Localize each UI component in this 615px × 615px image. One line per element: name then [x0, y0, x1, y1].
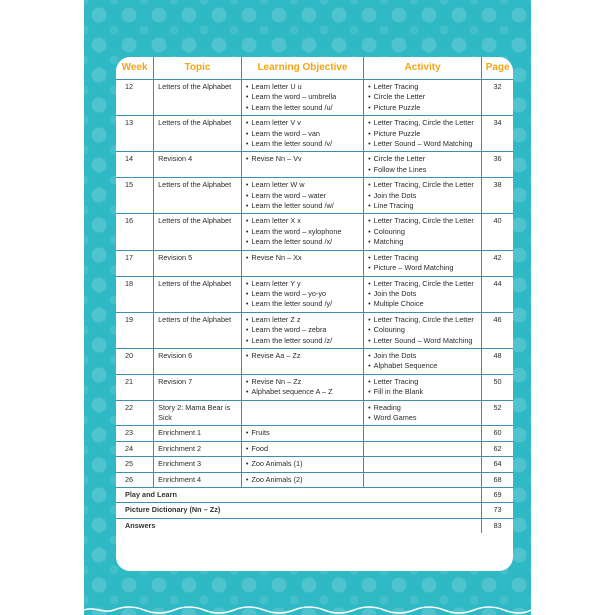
activity-list	[368, 118, 477, 149]
objective-cell	[241, 400, 363, 426]
activity-item: • Multiple Choice	[368, 299, 477, 309]
objective-list	[246, 216, 359, 247]
activity-list	[368, 315, 477, 346]
activity-item: • Alphabet Sequence	[368, 361, 477, 371]
table-row	[116, 441, 513, 456]
activity-item: • Letter Tracing	[368, 253, 477, 263]
objective-item: • Revise Nn – Zz	[246, 377, 359, 387]
activity-cell	[364, 80, 482, 116]
extra-section-row	[116, 503, 513, 518]
activity-cell	[364, 472, 482, 487]
objective-cell	[241, 152, 363, 178]
week-cell: 14	[116, 152, 154, 178]
objective-cell	[241, 250, 363, 276]
objective-cell	[241, 374, 363, 400]
objective-item: • Learn letter W w	[246, 180, 359, 190]
objective-item: • Zoo Animals (1)	[246, 459, 359, 469]
activity-item: • Reading	[368, 403, 477, 413]
page-number-cell: 83	[493, 520, 502, 530]
objective-item: • Learn the letter sound /w/	[246, 201, 359, 211]
topic-cell: Enrichment 3	[154, 457, 242, 472]
table-row	[116, 348, 513, 374]
objective-item: • Learn the letter sound /v/	[246, 139, 359, 149]
objective-item: • Learn the word – yo-yo	[246, 289, 359, 299]
activity-item: • Join the Dots	[368, 289, 477, 299]
table-row	[116, 457, 513, 472]
activity-list	[368, 253, 477, 274]
activity-cell	[364, 152, 482, 178]
objective-list	[246, 351, 359, 361]
activity-list	[368, 279, 477, 310]
header-activity: Activity	[364, 57, 482, 80]
topic-cell: Letters of the Alphabet	[154, 312, 242, 348]
objective-item: • Zoo Animals (2)	[246, 475, 359, 485]
page-number-cell: 68	[482, 472, 513, 487]
objective-list	[246, 377, 359, 398]
objective-item: • Learn the letter sound /x/	[246, 237, 359, 247]
header-page: Page	[482, 57, 513, 80]
week-cell: 17	[116, 250, 154, 276]
activity-item: • Join the Dots	[368, 191, 477, 201]
objective-list	[246, 279, 359, 310]
activity-list	[368, 377, 477, 398]
week-cell: 12	[116, 80, 154, 116]
table-row	[116, 152, 513, 178]
section-label: Answers	[116, 518, 482, 533]
table-header-row	[116, 57, 513, 80]
activity-item: • Join the Dots	[368, 351, 477, 361]
activity-item: • Letter Tracing, Circle the Letter	[368, 216, 477, 226]
topic-cell: Enrichment 2	[154, 441, 242, 456]
objective-list	[246, 154, 359, 164]
objective-item: • Learn letter Y y	[246, 279, 359, 289]
objective-cell	[241, 457, 363, 472]
page-number-cell: 42	[482, 250, 513, 276]
section-label: Picture Dictionary (Nn – Zz)	[116, 503, 482, 518]
activity-item: • Picture Puzzle	[368, 103, 477, 113]
activity-item: • Fill in the Blank	[368, 387, 477, 397]
activity-item: • Letter Sound – Word Matching	[368, 336, 477, 346]
page-number-cell: 50	[482, 374, 513, 400]
extra-section-row	[116, 488, 513, 503]
table-row	[116, 374, 513, 400]
objective-list	[246, 315, 359, 346]
objective-item: • Revise Nn – Xx	[246, 253, 359, 263]
activity-item: • Word Games	[368, 413, 477, 423]
activity-cell	[364, 374, 482, 400]
page-number-cell: 36	[482, 152, 513, 178]
header-topic: Topic	[154, 57, 242, 80]
activity-cell	[364, 116, 482, 152]
table-body	[116, 80, 513, 534]
activity-item: • Letter Tracing, Circle the Letter	[368, 315, 477, 325]
objective-list	[246, 444, 359, 454]
activity-cell	[364, 441, 482, 456]
page-number-cell: 64	[482, 457, 513, 472]
page-number-cell: 46	[482, 312, 513, 348]
topic-cell: Letters of the Alphabet	[154, 214, 242, 250]
objective-list	[246, 180, 359, 211]
activity-item: • Circle the Letter	[368, 92, 477, 102]
page-number-cell: 62	[482, 441, 513, 456]
activity-item: • Follow the Lines	[368, 165, 477, 175]
page-number-cell: 52	[482, 400, 513, 426]
activity-cell	[364, 312, 482, 348]
activity-list	[368, 154, 477, 175]
bottom-squiggle-decoration	[84, 601, 531, 615]
activity-item: • Picture – Word Matching	[368, 263, 477, 273]
objective-item: • Revise Nn – Vv	[246, 154, 359, 164]
topic-cell: Enrichment 1	[154, 426, 242, 441]
section-label: Play and Learn	[116, 488, 482, 503]
page-number-cell: 48	[482, 348, 513, 374]
topic-cell: Revision 6	[154, 348, 242, 374]
topic-cell: Letters of the Alphabet	[154, 116, 242, 152]
table-row	[116, 116, 513, 152]
week-cell: 22	[116, 400, 154, 426]
table-row	[116, 250, 513, 276]
objective-item: • Learn letter Z z	[246, 315, 359, 325]
objective-cell	[241, 426, 363, 441]
page-number-cell: 40	[482, 214, 513, 250]
activity-cell	[364, 348, 482, 374]
activity-cell	[364, 276, 482, 312]
week-cell: 15	[116, 178, 154, 214]
objective-item: • Learn letter V v	[246, 118, 359, 128]
objective-cell	[241, 348, 363, 374]
objective-item: • Learn the letter sound /z/	[246, 336, 359, 346]
contents-card	[116, 57, 513, 571]
activity-cell	[364, 457, 482, 472]
objective-item: • Learn the word – van	[246, 129, 359, 139]
objective-cell	[241, 441, 363, 456]
objective-cell	[241, 276, 363, 312]
activity-item: • Colouring	[368, 325, 477, 335]
week-cell: 21	[116, 374, 154, 400]
objective-list	[246, 475, 359, 485]
activity-item: • Letter Tracing	[368, 377, 477, 387]
week-cell: 16	[116, 214, 154, 250]
objective-list	[246, 82, 359, 113]
topic-cell: Letters of the Alphabet	[154, 178, 242, 214]
header-week: Week	[116, 57, 154, 80]
topic-cell: Revision 7	[154, 374, 242, 400]
objective-cell	[241, 214, 363, 250]
week-cell: 19	[116, 312, 154, 348]
objective-cell	[241, 178, 363, 214]
activity-list	[368, 403, 477, 424]
table-row	[116, 178, 513, 214]
objective-cell	[241, 472, 363, 487]
activity-list	[368, 351, 477, 372]
topic-cell: Revision 4	[154, 152, 242, 178]
activity-item: • Letter Tracing	[368, 82, 477, 92]
topic-cell: Revision 5	[154, 250, 242, 276]
objective-item: • Learn the word – water	[246, 191, 359, 201]
activity-item: • Letter Tracing, Circle the Letter	[368, 180, 477, 190]
activity-item: • Line Tracing	[368, 201, 477, 211]
topic-cell: Letters of the Alphabet	[154, 276, 242, 312]
activity-item: • Picture Puzzle	[368, 129, 477, 139]
week-cell: 13	[116, 116, 154, 152]
table-row	[116, 80, 513, 116]
week-cell: 18	[116, 276, 154, 312]
week-cell: 24	[116, 441, 154, 456]
activity-item: • Letter Tracing, Circle the Letter	[368, 118, 477, 128]
topic-cell: Story 2: Mama Bear is Sick	[154, 400, 242, 426]
table-row	[116, 312, 513, 348]
activity-item: • Colouring	[368, 227, 477, 237]
page-number-cell: 73	[482, 503, 513, 518]
activity-list	[368, 180, 477, 211]
objective-cell	[241, 116, 363, 152]
objective-item: • Food	[246, 444, 359, 454]
activity-cell	[364, 214, 482, 250]
week-cell: 23	[116, 426, 154, 441]
objective-item: • Learn the word – zebra	[246, 325, 359, 335]
activity-item: • Letter Tracing, Circle the Letter	[368, 279, 477, 289]
objective-cell	[241, 80, 363, 116]
objective-item: • Alphabet sequence A – Z	[246, 387, 359, 397]
objective-item: • Learn the letter sound /y/	[246, 299, 359, 309]
topic-cell: Letters of the Alphabet	[154, 80, 242, 116]
activity-cell	[364, 250, 482, 276]
objective-list	[246, 428, 359, 438]
objective-item: • Learn the word – xylophone	[246, 227, 359, 237]
page-number-cell: 60	[482, 426, 513, 441]
header-learning-objective: Learning Objective	[241, 57, 363, 80]
activity-cell	[364, 426, 482, 441]
activity-list	[368, 216, 477, 247]
table-row	[116, 214, 513, 250]
activity-item: • Letter Sound – Word Matching	[368, 139, 477, 149]
topic-cell: Enrichment 4	[154, 472, 242, 487]
objective-item: • Learn the letter sound /u/	[246, 103, 359, 113]
page-number-cell: 44	[482, 276, 513, 312]
table-row	[116, 472, 513, 487]
page-number-cell: 34	[482, 116, 513, 152]
page-number-cell: 32	[482, 80, 513, 116]
activity-list	[368, 82, 477, 113]
objective-item: • Fruits	[246, 428, 359, 438]
week-cell: 26	[116, 472, 154, 487]
objective-item: • Learn letter X x	[246, 216, 359, 226]
objective-item: • Revise Aa – Zz	[246, 351, 359, 361]
table-row	[116, 400, 513, 426]
page-number-cell: 38	[482, 178, 513, 214]
objective-list	[246, 253, 359, 263]
table-row	[116, 426, 513, 441]
contents-table	[116, 57, 513, 533]
activity-item: • Circle the Letter	[368, 154, 477, 164]
objective-list	[246, 459, 359, 469]
week-cell: 25	[116, 457, 154, 472]
extra-section-row	[116, 518, 513, 533]
table-row	[116, 276, 513, 312]
objective-cell	[241, 312, 363, 348]
objective-list	[246, 118, 359, 149]
activity-cell	[364, 178, 482, 214]
objective-item: • Learn letter U u	[246, 82, 359, 92]
objective-item: • Learn the word – umbrella	[246, 92, 359, 102]
week-cell: 20	[116, 348, 154, 374]
activity-cell	[364, 400, 482, 426]
activity-item: • Matching	[368, 237, 477, 247]
page-number-cell: 69	[482, 488, 513, 503]
